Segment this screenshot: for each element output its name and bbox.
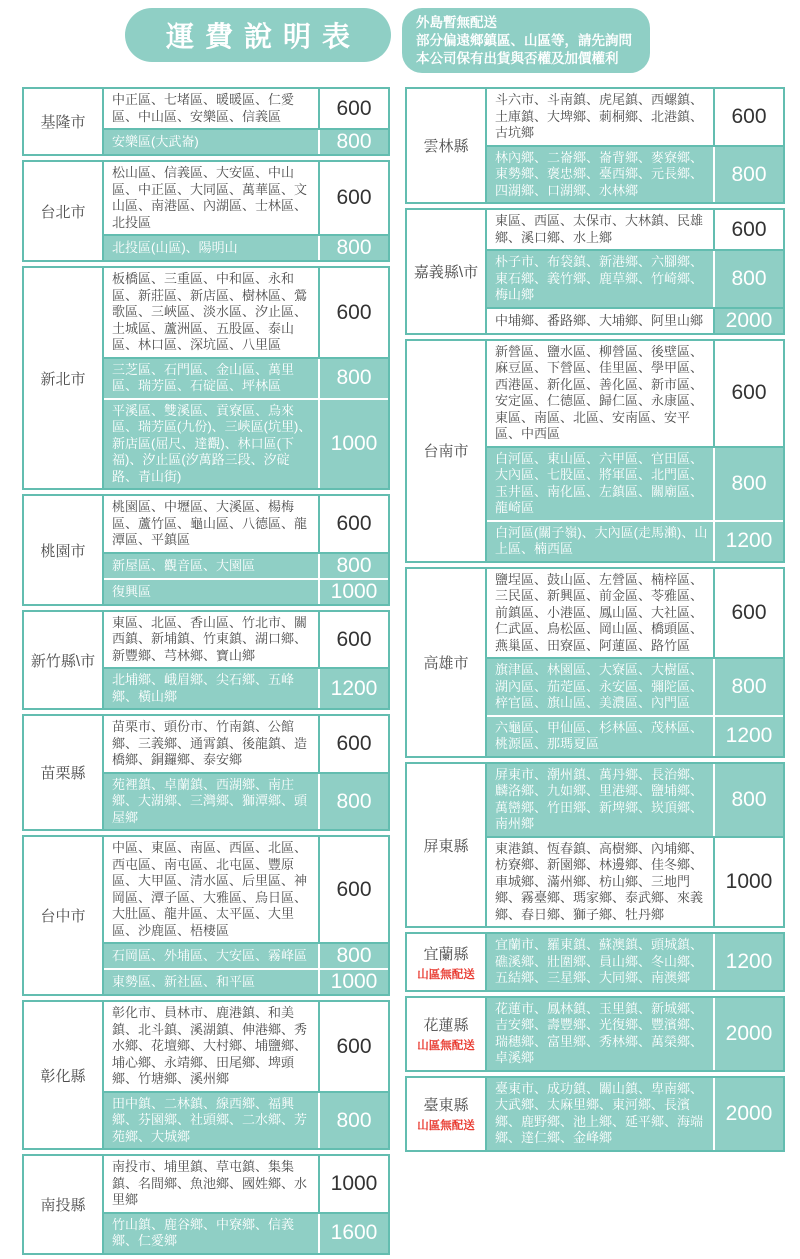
fee-price: 2000	[713, 998, 783, 1070]
fee-rows	[104, 268, 388, 488]
fee-row	[104, 357, 388, 398]
area-list: 苗栗市、頭份市、竹南鎮、公館鄉、三義鄉、通霄鎮、後龍鎮、造橋鄉、銅鑼鄉、泰安鄉	[112, 719, 308, 768]
area-list: 鹽埕區、鼓山區、左營區、楠梓區、三民區、新興區、前金區、苓雅區、前鎮區、小港區、鳳山區、大社區、仁武區、鳥松區、岡山區、橋頭區、燕巢區、田寮區、阿蓮區、路竹區	[495, 571, 704, 653]
county-section	[405, 996, 785, 1072]
county-note: 山區無配送	[417, 1040, 475, 1053]
fee-row	[104, 128, 388, 154]
fee-price: 2000	[713, 1078, 783, 1150]
fee-column-right	[405, 87, 785, 1156]
fee-price: 1000	[318, 970, 388, 994]
fee-row	[487, 89, 783, 145]
fee-price: 1000	[318, 1156, 388, 1212]
fee-row	[104, 1002, 388, 1091]
county-note: 山區無配送	[417, 968, 475, 981]
area-list: 苑裡鎮、卓蘭鎮、西湖鄉、南庄鄉、大湖鄉、三灣鄉、獅潭鄉、頭屋鄉	[112, 776, 308, 825]
fee-price: 800	[318, 554, 388, 578]
fee-price: 1200	[318, 669, 388, 708]
fee-price: 800	[318, 236, 388, 260]
area-list: 東勢區、新社區、和平區	[112, 974, 256, 990]
county-name: 新北市	[40, 370, 86, 388]
area-list: 花蓮市、鳳林鎮、玉里鎮、新城鄉、吉安鄉、壽豐鄉、光復鄉、豐濱鄉、瑞穗鄉、富里鄉、秀林鄉、萬榮鄉、卓溪鄉	[495, 1000, 704, 1066]
fee-rows	[487, 569, 783, 756]
fee-price: 600	[713, 210, 783, 249]
county-section	[22, 714, 390, 831]
fee-price: 800	[713, 147, 783, 203]
county-cell	[407, 89, 487, 202]
fee-row	[104, 716, 388, 772]
area-list: 北埔鄉、峨眉鄉、尖石鄉、五峰鄉、橫山鄉	[112, 672, 295, 704]
fee-price: 600	[318, 162, 388, 234]
fee-price: 800	[318, 774, 388, 830]
fee-rows	[104, 837, 388, 994]
county-name: 南投縣	[40, 1197, 86, 1215]
fee-table-columns	[22, 87, 786, 1259]
county-section	[405, 208, 785, 335]
fee-price: 1200	[713, 717, 783, 756]
fee-row	[487, 569, 783, 658]
fee-price: 600	[318, 837, 388, 942]
fee-price: 1600	[318, 1214, 388, 1253]
fee-price: 600	[318, 1002, 388, 1091]
area-list: 彰化市、員林市、鹿港鎮、和美鎮、北斗鎮、溪湖鎮、伸港鄉、秀水鄉、花壇鄉、大村鄉、埔鹽鄉、埔心鄉、永靖鄉、田尾鄉、埤頭鄉、竹塘鄉、溪州鄉	[112, 1005, 308, 1087]
county-name: 高雄市	[423, 654, 469, 672]
area-list: 竹山鎮、鹿谷鄉、中寮鄉、信義鄉、仁愛鄉	[112, 1216, 295, 1249]
fee-rows	[487, 998, 783, 1070]
page-header	[22, 8, 786, 73]
county-cell	[24, 1002, 104, 1148]
county-cell	[24, 89, 104, 154]
fee-row	[104, 578, 388, 604]
county-section	[22, 160, 390, 262]
fee-rows	[487, 89, 783, 202]
fee-row	[104, 89, 388, 128]
area-list: 林內鄉、二崙鄉、崙背鄉、麥寮鄉、東勢鄉、褒忠鄉、臺西鄉、元長鄉、四湖鄉、口湖鄉、水林鄉	[495, 149, 704, 198]
fee-price: 1000	[318, 580, 388, 604]
fee-rows	[487, 210, 783, 333]
fee-price: 600	[318, 612, 388, 668]
area-list: 安樂區(大武崙)	[112, 134, 199, 150]
fee-row	[104, 1212, 388, 1253]
county-note: 山區無配送	[417, 1120, 475, 1133]
county-name: 新竹縣\市	[30, 652, 96, 670]
area-list: 中區、東區、南區、西區、北區、西屯區、南屯區、北屯區、豐原區、大甲區、清水區、后里區、神岡區、潭子區、大雅區、烏日區、大肚區、龍井區、太平區、大里區、沙鹿區、梧棲區	[112, 840, 308, 938]
fee-row	[487, 446, 783, 520]
county-cell	[24, 612, 104, 709]
area-list: 新屋區、觀音區、大園區	[112, 557, 256, 573]
fee-row	[487, 998, 783, 1070]
fee-row	[104, 496, 388, 552]
fee-column-left	[22, 87, 390, 1259]
header-note-line: 本公司保有出貨與否權及加價權利	[416, 50, 619, 66]
county-name: 台北市	[40, 203, 86, 221]
county-section	[405, 87, 785, 204]
fee-price: 600	[318, 268, 388, 357]
fee-row	[487, 1078, 783, 1150]
fee-row	[104, 837, 388, 942]
area-list: 白河區(關子嶺)、大內區(走馬瀨)、山上區、楠西區	[495, 524, 708, 557]
area-list: 宜蘭市、羅東鎮、蘇澳鎮、頭城鎮、礁溪鄉、壯圍鄉、員山鄉、冬山鄉、五結鄉、三星鄉、大同鄉、南澳鄉	[495, 937, 704, 986]
fee-rows	[487, 341, 783, 561]
fee-rows	[487, 1078, 783, 1150]
fee-price: 800	[318, 359, 388, 398]
county-section	[405, 567, 785, 758]
county-name: 彰化縣	[40, 1067, 86, 1085]
fee-price: 800	[318, 1093, 388, 1149]
fee-row	[104, 942, 388, 968]
fee-row	[487, 249, 783, 307]
fee-rows	[104, 89, 388, 154]
county-cell	[24, 716, 104, 829]
area-list: 復興區	[112, 583, 152, 599]
county-cell	[407, 1078, 487, 1150]
fee-rows	[104, 162, 388, 260]
fee-price: 600	[713, 89, 783, 145]
county-section	[22, 266, 390, 490]
fee-price: 800	[713, 659, 783, 715]
area-list: 南投市、埔里鎮、草屯鎮、集集鎮、名間鄉、魚池鄉、國姓鄉、水里鄉	[112, 1159, 308, 1208]
area-list: 臺東市、成功鎮、關山鎮、卑南鄉、大武鄉、太麻里鄉、東河鄉、長濱鄉、鹿野鄉、池上鄉、延平鄉、海端鄉、達仁鄉、金峰鄉	[495, 1080, 704, 1146]
fee-price: 2000	[713, 309, 783, 333]
county-cell	[407, 934, 487, 990]
fee-row	[487, 520, 783, 561]
area-list: 朴子市、布袋鎮、新港鄉、六腳鄉、東石鄉、義竹鄉、鹿草鄉、竹崎鄉、梅山鄉	[495, 254, 704, 303]
fee-rows	[104, 612, 388, 709]
fee-rows	[487, 934, 783, 990]
fee-rows	[104, 496, 388, 604]
fee-price: 600	[318, 89, 388, 128]
area-list: 中埔鄉、番路鄉、大埔鄉、阿里山鄉	[495, 312, 704, 328]
area-list: 斗六市、斗南鎮、虎尾鎮、西螺鎮、土庫鎮、大埤鄉、莿桐鄉、北港鎮、古坑鄉	[495, 92, 704, 141]
fee-row	[487, 657, 783, 715]
fee-price: 800	[318, 944, 388, 968]
fee-price: 1200	[713, 522, 783, 561]
fee-price: 1000	[713, 838, 783, 927]
fee-price: 800	[713, 764, 783, 836]
area-list: 石岡區、外埔區、大安區、霧峰區	[112, 948, 308, 964]
county-section	[405, 932, 785, 992]
county-name: 苗栗縣	[40, 765, 86, 783]
fee-row	[487, 341, 783, 446]
fee-row	[487, 764, 783, 836]
fee-row	[104, 398, 388, 489]
fee-row	[487, 210, 783, 249]
fee-rows	[104, 1002, 388, 1148]
county-cell	[407, 569, 487, 756]
county-name: 雲林縣	[423, 138, 469, 156]
county-name: 花蓮縣	[423, 1017, 469, 1035]
area-list: 田中鎮、二林鎮、線西鄉、福興鄉、芬園鄉、社頭鄉、二水鄉、芳苑鄉、大城鄉	[112, 1095, 308, 1144]
area-list: 平溪區、雙溪區、貢寮區、烏來區、瑞芳區(九份)、三峽區(坑里)、新店區(屈尺、達觀)、林口區(下福)、汐止區(汐萬路三段、汐碇路、青山街)	[112, 402, 312, 484]
county-section	[22, 835, 390, 996]
fee-price: 600	[713, 569, 783, 658]
fee-price: 1000	[318, 400, 388, 489]
county-name: 桃園市	[40, 542, 86, 560]
fee-price: 800	[713, 448, 783, 520]
area-list: 六龜區、甲仙區、杉林區、茂林區、桃源區、那瑪夏區	[495, 719, 704, 752]
area-list: 北投區(山區)、陽明山	[112, 240, 238, 256]
county-cell	[24, 162, 104, 260]
county-section	[22, 1000, 390, 1150]
county-cell	[407, 998, 487, 1070]
fee-row	[104, 552, 388, 578]
fee-price: 600	[318, 496, 388, 552]
page-title: 運費說明表	[125, 8, 391, 62]
county-name: 基隆市	[40, 114, 86, 132]
area-list: 桃園區、中壢區、大溪區、楊梅區、蘆竹區、龜山區、八德區、龍潭區、平鎮區	[112, 499, 308, 548]
county-cell	[24, 496, 104, 604]
fee-price: 800	[318, 130, 388, 154]
fee-row	[487, 836, 783, 927]
fee-row	[104, 234, 388, 260]
header-note-line: 部分偏遠鄉鎮區、山區等，請先詢問	[416, 32, 632, 48]
area-list: 旗津區、林園區、大寮區、大樹區、湖內區、茄萣區、永安區、彌陀區、梓官區、旗山區、美濃區、內門區	[495, 662, 704, 711]
county-cell	[407, 341, 487, 561]
fee-rows	[104, 716, 388, 829]
area-list: 東港鎮、恆春鎮、高樹鄉、內埔鄉、枋寮鄉、新園鄉、林邊鄉、佳冬鄉、車城鄉、滿州鄉、枋山鄉、三地門鄉、霧臺鄉、瑪家鄉、泰武鄉、來義鄉、春日鄉、獅子鄉、牡丹鄉	[495, 840, 704, 922]
fee-row	[104, 1156, 388, 1212]
county-name: 台南市	[423, 443, 469, 461]
header-note	[402, 8, 650, 73]
county-cell	[24, 1156, 104, 1253]
fee-row	[487, 307, 783, 333]
county-cell	[24, 837, 104, 994]
fee-rows	[487, 764, 783, 927]
area-list: 東區、西區、太保市、大林鎮、民雄鄉、溪口鄉、水上鄉	[495, 213, 704, 245]
fee-price: 800	[713, 251, 783, 307]
fee-price: 1200	[713, 934, 783, 990]
county-name: 宜蘭縣	[423, 945, 469, 963]
area-list: 板橋區、三重區、中和區、永和區、新莊區、新店區、樹林區、鶯歌區、三峽區、淡水區、汐止區、土城區、蘆洲區、五股區、泰山區、林口區、深坑區、八里區	[112, 271, 308, 353]
header-note-line: 外島暫無配送	[416, 15, 497, 30]
county-section	[22, 1154, 390, 1255]
fee-row	[487, 145, 783, 203]
county-section	[22, 610, 390, 711]
county-section	[405, 762, 785, 929]
fee-row	[104, 968, 388, 994]
county-name: 嘉義縣\市	[413, 264, 479, 282]
county-cell	[407, 210, 487, 333]
county-cell	[407, 764, 487, 927]
county-name: 台中市	[40, 908, 86, 926]
fee-row	[104, 268, 388, 357]
fee-price: 600	[713, 341, 783, 446]
county-name: 臺東縣	[423, 1097, 469, 1115]
area-list: 新營區、鹽水區、柳營區、後壁區、麻豆區、下營區、佳里區、學甲區、西港區、新化區、善化區、新市區、安定區、仁德區、歸仁區、永康區、東區、南區、北區、安南區、安平區、中西區	[495, 343, 704, 442]
fee-row	[104, 612, 388, 668]
area-list: 屏東市、潮州鎮、萬丹鄉、長治鄉、麟洛鄉、九如鄉、里港鄉、鹽埔鄉、萬巒鄉、竹田鄉、新埤鄉、崁頂鄉、南州鄉	[495, 766, 704, 832]
area-list: 三芝區、石門區、金山區、萬里區、瑞芳區、石碇區、坪林區	[112, 361, 295, 394]
county-section	[405, 1076, 785, 1152]
area-list: 松山區、信義區、大安區、中山區、中正區、大同區、萬華區、文山區、南港區、內湖區、士林區、北投區	[112, 165, 308, 230]
county-name: 屏東縣	[423, 837, 469, 855]
county-section	[22, 87, 390, 156]
county-section	[405, 339, 785, 563]
fee-price: 600	[318, 716, 388, 772]
county-section	[22, 494, 390, 606]
area-list: 東區、北區、香山區、竹北市、關西鎮、新埔鎮、竹東鎮、湖口鄉、新豐鄉、芎林鄉、寶山鄉	[112, 614, 308, 663]
area-list: 中正區、七堵區、暖暖區、仁愛區、中山區、安樂區、信義區	[112, 92, 295, 124]
fee-row	[104, 772, 388, 830]
fee-row	[487, 715, 783, 756]
fee-rows	[104, 1156, 388, 1253]
fee-row	[487, 934, 783, 990]
area-list: 白河區、東山區、六甲區、官田區、大內區、七股區、將軍區、北門區、玉井區、南化區、左鎮區、關廟區、龍崎區	[495, 450, 704, 516]
fee-row	[104, 667, 388, 708]
fee-row	[104, 162, 388, 234]
county-cell	[24, 268, 104, 488]
